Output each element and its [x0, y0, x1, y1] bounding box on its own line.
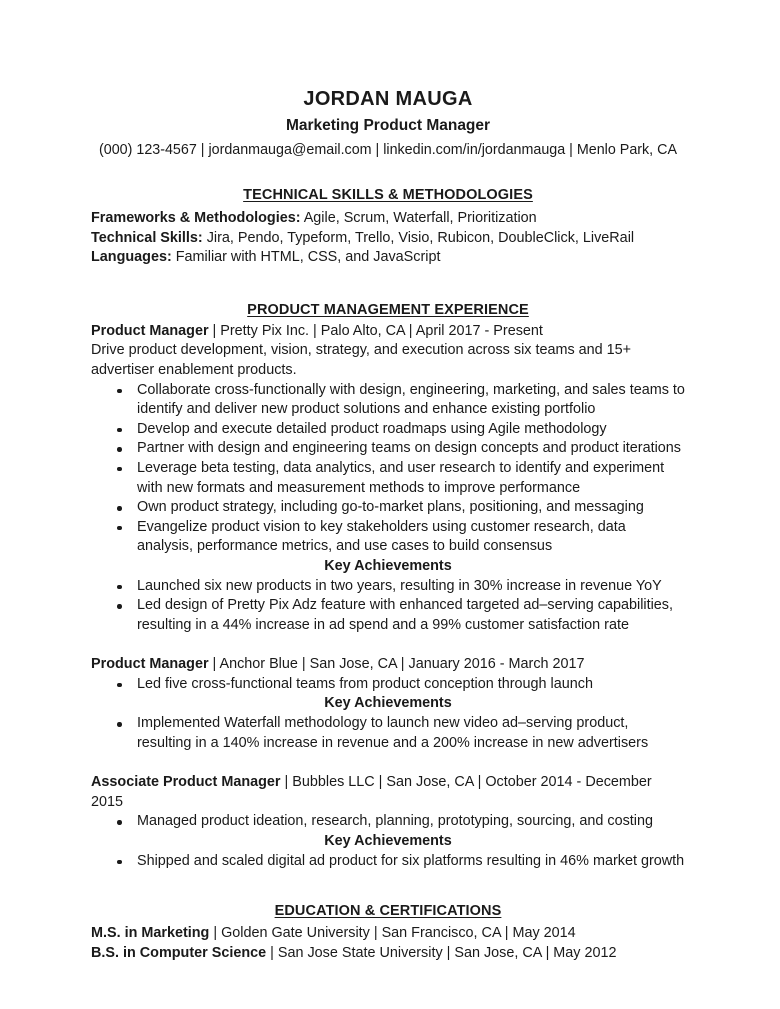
list-item: Own product strategy, including go-to-market plans, positioning, and messaging	[91, 498, 685, 518]
job-role: Product Manager	[91, 656, 209, 673]
job-role: Product Manager	[91, 322, 209, 339]
section-heading-education	[91, 901, 685, 921]
list-item: Led five cross-functional teams from product conception through launch	[91, 675, 685, 695]
job-responsibilities	[91, 812, 685, 832]
candidate-title: Marketing Product Manager	[285, 117, 491, 134]
list-item: Partner with design and engineering teams on design concepts and product iterations	[91, 439, 685, 459]
job-header	[91, 322, 685, 342]
education-entry	[91, 924, 685, 944]
section-heading-skills	[91, 185, 685, 205]
job-summary: Drive product development, vision, strategy, and execution across six teams and 15+ advertiser enablement products.	[91, 342, 632, 378]
key-achievements-heading: Key Achievements	[324, 833, 452, 850]
skill-row	[91, 209, 685, 229]
job-meta: | Pretty Pix Inc. | Palo Alto, CA | April 2017 - Present	[208, 322, 543, 339]
list-item: Evangelize product vision to key stakeholders using customer research, data analysis, performance metrics, and use cases to build consensus	[91, 518, 685, 557]
resume-header	[91, 86, 685, 161]
skill-label: Languages:	[91, 249, 172, 266]
list-item: Collaborate cross-functionally with design, engineering, marketing, and sales teams to identify and deliver new product solutions and enhance existing portfolio	[91, 381, 685, 420]
job-responsibilities	[91, 381, 685, 557]
skill-label: Frameworks & Methodologies:	[91, 210, 301, 226]
section-heading-education-text: EDUCATION & CERTIFICATIONS	[274, 903, 502, 920]
section-heading-experience	[91, 300, 685, 320]
list-item: Managed product ideation, research, planning, prototyping, sourcing, and costing	[91, 812, 685, 832]
list-item: Leverage beta testing, data analytics, and user research to identify and experiment with new formats and measurement methods to improve performance	[91, 459, 685, 498]
education-entry	[91, 944, 685, 964]
resume-content	[91, 86, 685, 963]
key-achievements-heading: Key Achievements	[324, 695, 452, 712]
skill-label: Technical Skills:	[91, 229, 203, 246]
job-responsibilities	[91, 675, 685, 695]
job-achievements	[91, 577, 685, 636]
list-item: Launched six new products in two years, resulting in 30% increase in revenue YoY	[91, 577, 685, 597]
key-achievements-heading: Key Achievements	[324, 557, 452, 574]
education-detail: | Golden Gate University | San Francisco, CA | May 2014	[209, 925, 576, 942]
skills-list	[91, 209, 685, 268]
job-entry	[91, 773, 685, 871]
job-meta: | Anchor Blue | San Jose, CA | January 2016 - March 2017	[208, 656, 585, 673]
job-entry	[91, 655, 685, 753]
job-entry	[91, 322, 685, 636]
section-heading-experience-text: PRODUCT MANAGEMENT EXPERIENCE	[247, 301, 529, 318]
education-detail: | San Jose State University | San Jose, CA | May 2012	[266, 944, 617, 961]
skill-value: Agile, Scrum, Waterfall, Prioritization	[300, 210, 537, 226]
candidate-name: JORDAN MAUGA	[303, 88, 473, 110]
skill-value: Jira, Pendo, Typeform, Trello, Visio, Rubicon, DoubleClick, LiveRail	[202, 229, 635, 246]
list-item: Led design of Pretty Pix Adz feature with enhanced targeted ad–serving capabilities, resulting in a 44% increase in ad spend and a 99% customer satisfaction rate	[91, 596, 685, 635]
contact-line: (000) 123-4567 | jordanmauga@email.com | linkedin.com/in/jordanmauga | Menlo Park, CA	[99, 142, 677, 158]
education-list	[91, 924, 685, 963]
list-item: Implemented Waterfall methodology to launch new video ad–serving product, resulting in a 140% increase in revenue and a 200% increase in new advertisers	[91, 714, 685, 753]
skill-row	[91, 248, 685, 268]
list-item: Develop and execute detailed product roadmaps using Agile methodology	[91, 420, 685, 440]
skill-value: Familiar with HTML, CSS, and JavaScript	[171, 249, 441, 266]
education-degree: B.S. in Computer Science	[91, 944, 267, 961]
job-meta: | Bubbles LLC | San Jose, CA | October 2014 - December 2015	[91, 774, 652, 810]
skill-row	[91, 229, 685, 249]
education-degree: M.S. in Marketing	[91, 925, 210, 942]
job-achievements	[91, 852, 685, 872]
list-item: Shipped and scaled digital ad product for six platforms resulting in 46% market growth	[91, 852, 685, 872]
section-heading-skills-text: TECHNICAL SKILLS & METHODOLOGIES	[243, 187, 533, 203]
job-role: Associate Product Manager	[91, 774, 281, 791]
job-header	[91, 773, 685, 812]
job-header	[91, 655, 685, 675]
job-achievements	[91, 714, 685, 753]
